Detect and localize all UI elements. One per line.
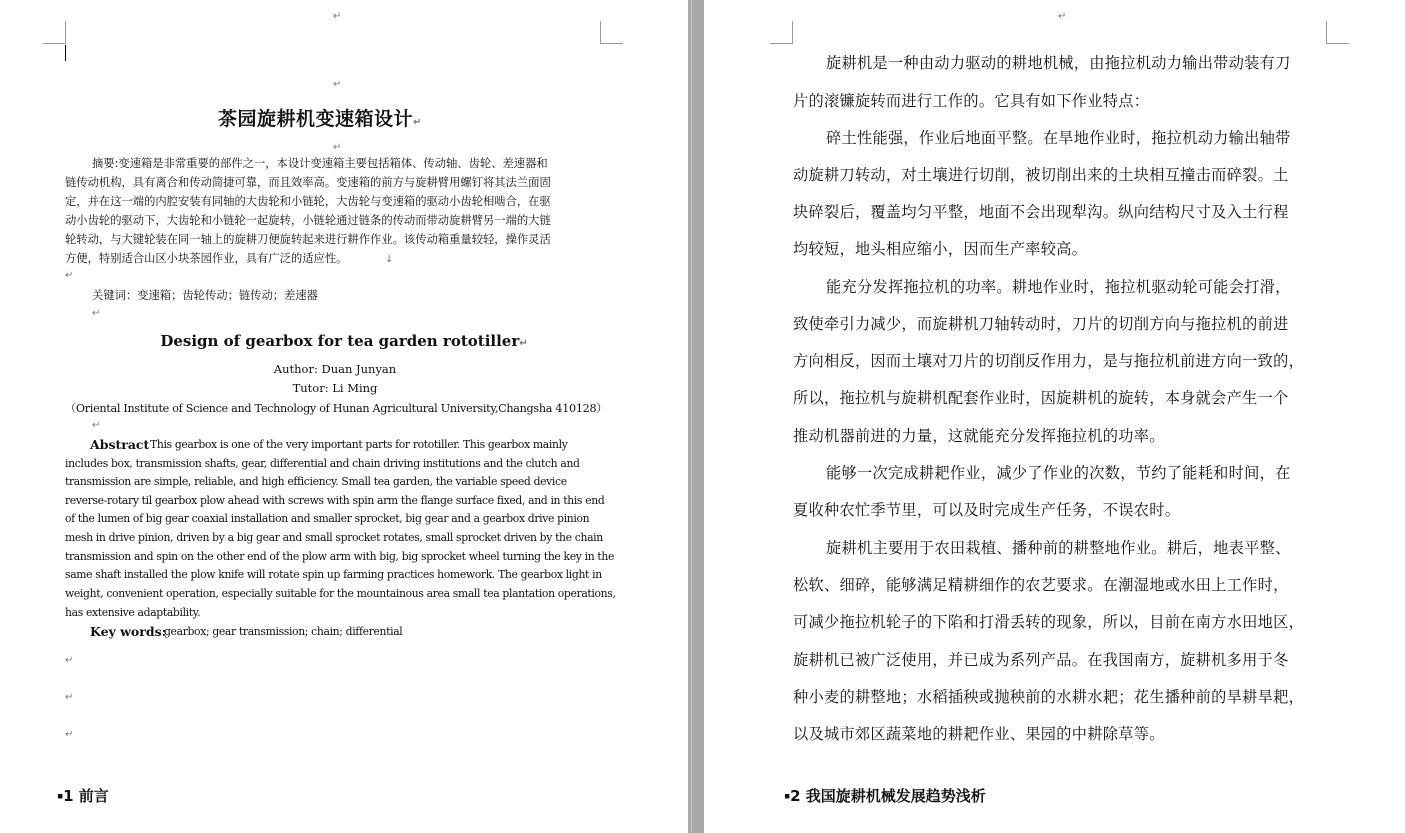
body-line: 均较短，地头相应缩小，因而生产率较高。 [793, 240, 1088, 258]
document-title-cn: 茶园旋耕机变速箱设计↵ [218, 108, 422, 130]
abstract-cn-line: 摘要:变速箱是非常重要的部件之一，本设计变速箱主要包括箱体、传动轴、齿轮、差速器和 [92, 157, 548, 170]
abstract-en-line: reverse-rotary til gearbox plow ahead with screws with spin arm the flange surface fixed, and in this end [65, 494, 605, 507]
page-gutter [688, 0, 704, 833]
paragraph-mark: ↵ [65, 692, 74, 703]
paragraph-mark: ↵ [65, 270, 74, 281]
body-line: 碎土性能强，作业后地面平整。在旱地作业时，拖拉机动力输出轴带 [826, 129, 1291, 147]
body-line: 夏收种农忙季节里，可以及时完成生产任务，不误农时。 [793, 501, 1181, 519]
abstract-en-line: has extensive adaptability. [65, 606, 201, 619]
body-line: 以及城市郊区蔬菜地的耕耙作业、果园的中耕除草等。 [793, 725, 1165, 743]
body-line: 动旋耕刀转动，对土壤进行切削，被切削出来的土块相互撞击而碎裂。土 [793, 166, 1289, 184]
paragraph-mark: ↵ [65, 655, 74, 666]
body-line: 旋耕机主要用于农田栽植、播种前的耕整地作业。耕后，地表平整、 [826, 539, 1291, 557]
body-line: 可减少拖拉机轮子的下陷和打滑丢转的现象，所以，目前在南方水田地区， [793, 613, 1305, 631]
line-break-mark: ↓ [385, 254, 394, 265]
body-line: 种小麦的耕整地；水稻插秧或抛秧前的水耕水耙；花生播种前的旱耕旱耙， [793, 688, 1305, 706]
body-line: 块碎裂后，覆盖均匀平整，地面不会出现犁沟。纵向结构尺寸及入土行程 [793, 203, 1289, 221]
body-line: 能充分发挥拖拉机的功率。耕地作业时，拖拉机驱动轮可能会打滑， [826, 278, 1291, 296]
paragraph-mark: ↵ [333, 142, 342, 153]
document-page-right[interactable] [704, 0, 1405, 833]
keywords-en-label: Key words: [90, 624, 167, 639]
crop-mark-top-right [600, 21, 623, 44]
abstract-en-line: same shaft installed the plow knife will rotate spin up farming practices homework. The gearbox light in [65, 568, 602, 581]
paragraph-mark: ↵ [333, 79, 342, 90]
abstract-en-line: of the lumen of big gear coaxial installation and smaller sprocket, big gear and a gearbox drive pinion [65, 512, 590, 525]
heading-bullet-icon: ▪ [784, 791, 791, 802]
body-line: 旋耕机是一种由动力驱动的耕地机械，由拖拉机动力输出带动装有刀 [826, 54, 1291, 72]
text-cursor [65, 45, 66, 61]
abstract-cn-line: 方便，特别适合山区小块茶园作业，具有广泛的适应性。 [65, 252, 348, 265]
document-title-en: Design of gearbox for tea garden rototiller↵ [160, 332, 528, 350]
affiliation-line: （Oriental Institute of Science and Technology of Hunan Agricultural University,Changsha 410128） [65, 402, 608, 415]
body-line: 松软、细碎，能够满足精耕细作的农艺要求。在潮湿地或水田上工作时， [793, 576, 1289, 594]
abstract-cn-line: 轮转动，与大键轮装在同一轴上的旋耕刀便旋转起来进行耕作作业。该传动箱重量较轻，操作灵活 [65, 233, 551, 246]
body-line: 片的滚镰旋转而进行工作的。它具有如下作业特点： [793, 92, 1150, 110]
body-line: 能够一次完成耕耙作业，减少了作业的次数，节约了能耗和时间，在 [826, 464, 1291, 482]
body-line: 致使牵引力减少，而旋耕机刀轴转动时，刀片的切削方向与拖拉机的前进 [793, 315, 1289, 333]
body-line: 所以，拖拉机与旋耕机配套作业时，因旋耕机的旋转，本身就会产生一个 [793, 389, 1289, 407]
abstract-cn-line: 定，并在这一端的内腔安装有同轴的大齿轮和小链轮，大齿轮与变速箱的驱动小齿轮相啮合，在驱 [65, 195, 551, 208]
abstract-en-line: transmission and spin on the other end of the plow arm with big, big sprocket wheel turning the key in the [65, 550, 615, 563]
keywords-cn: 关键词：变速箱；齿轮传动；链传动；差速器 [92, 289, 318, 302]
crop-mark-top-left [770, 21, 793, 44]
section-heading-1: ▪1 前言 [57, 787, 109, 805]
abstract-en-line: transmission are simple, reliable, and high efficiency. Small tea garden, the variable speed device [65, 475, 567, 488]
body-line: 旋耕机已被广泛使用，并已成为系列产品。在我国南方，旋耕机多用于冬 [793, 651, 1289, 669]
abstract-en-line: weight, convenient operation, especially suitable for the mountainous area small tea plantation operations, [65, 587, 616, 600]
paragraph-mark: ↵ [65, 729, 74, 740]
paragraph-mark: ↵ [1058, 11, 1067, 22]
abstract-en-line: includes box, transmission shafts, gear, differential and chain driving institutions and the clutch and [65, 457, 580, 470]
crop-mark-top-right [1326, 21, 1349, 44]
document-page-left[interactable] [0, 0, 688, 833]
abstract-cn-line: 动小齿轮的驱动下，大齿轮和小链轮一起旋转，小链轮通过链条的传动而带动旋耕臂另一端的大链 [65, 214, 551, 227]
abstract-cn-line: 链传动机构，具有离合和传动简捷可靠，而且效率高。变速箱的前方与旋耕臂用螺钉将其法兰面固 [65, 176, 551, 189]
author-line: Author: Duan Junyan [273, 362, 397, 376]
body-line: 推动机器前进的力量，这就能充分发挥拖拉机的功率。 [793, 427, 1165, 445]
section-heading-2: ▪2 我国旋耕机械发展趋势浅析 [784, 787, 986, 805]
paragraph-mark: ↵ [92, 420, 101, 431]
abstract-en-label: Abstract [90, 437, 150, 452]
tutor-line: Tutor: Li Ming [292, 381, 378, 395]
paragraph-mark: ↵ [92, 308, 101, 319]
paragraph-mark: ↵ [333, 11, 342, 22]
abstract-en-line: This gearbox is one of the very important parts for rototiller. This gearbox mainly [150, 438, 568, 451]
abstract-en-line: mesh in drive pinion, driven by a big gear and small sprocket rotates, small sprocket driven by the chain [65, 531, 603, 544]
keywords-en: gearbox; gear transmission; chain; differential [164, 625, 403, 638]
body-line: 方向相反，因而土壤对刀片的切削反作用力，是与拖拉机前进方向一致的， [793, 352, 1305, 370]
heading-bullet-icon: ▪ [57, 791, 64, 802]
crop-mark-top-left [43, 21, 66, 44]
